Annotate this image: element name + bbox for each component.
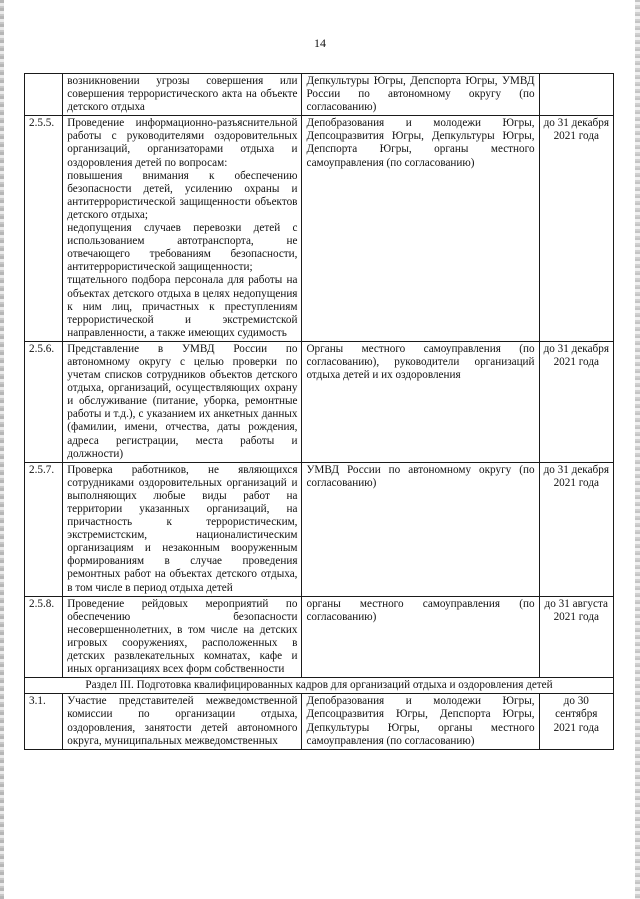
table-row — [25, 74, 614, 116]
measure-description: Проверка работников, не являющихся сотрудниками оздоровительных организаций и выполняющих любые виды работ на территории указанных организаций, на причастность к террористическим, экстремистским, националистическим организациям и незаконным вооруженным формированиям в случае проведения ремонтных работ на объектах детского отдыха, в том числе в период отдыха детей — [63, 462, 302, 596]
row-number: 2.5.6. — [25, 341, 63, 462]
section-title: Раздел III. Подготовка квалифицированных кадров для организаций отдыха и оздоровления детей — [25, 678, 614, 694]
description-paragraph: тщательного подбора персонала для работы на объектах детского отдыха в целях недопущения к ним лиц, причастных к преступлениям террористической и экстремистской направленности, а также имеющих судимость — [67, 274, 298, 339]
responsible-executors: Органы местного самоуправления (по согласованию), руководители организаций отдыха детей и их оздоровления — [302, 341, 539, 462]
description-paragraph: недопущения случаев перевозки детей с использованием автотранспорта, не отвечающего требованиям безопасности, антитеррористической защищенности; — [67, 222, 298, 274]
table-row — [25, 462, 614, 596]
section-header-row — [25, 678, 614, 694]
responsible-executors: органы местного самоуправления (по согласованию) — [302, 596, 539, 678]
row-number — [25, 74, 63, 116]
responsible-executors: Депкультуры Югры, Депспорта Югры, УМВД России по автономному округу (по согласованию) — [302, 74, 539, 116]
row-number: 2.5.7. — [25, 462, 63, 596]
table-row — [25, 116, 614, 342]
responsible-executors: УМВД России по автономному округу (по согласованию) — [302, 462, 539, 596]
measure-description — [63, 116, 302, 342]
measure-description: Проведение рейдовых мероприятий по обеспечению безопасности несовершеннолетних, в том числе на детских игровых сооружениях, расположенных в детских развлекательных комнатах, кафе и иных организациях всех форм собственности — [63, 596, 302, 678]
table-row — [25, 694, 614, 749]
deadline: до 31 августа 2021 года — [539, 596, 613, 678]
responsible-executors: Депобразования и молодежи Югры, Депсоцразвития Югры, Депспорта Югры, Депкультуры Югры, органы местного самоуправления (по согласованию) — [302, 694, 539, 749]
measure-description: возникновении угрозы совершения или совершения террористического акта на объекте детского отдыха — [63, 74, 302, 116]
row-number: 2.5.8. — [25, 596, 63, 678]
deadline — [539, 74, 613, 116]
page-number: 14 — [314, 36, 326, 50]
description-paragraph: повышения внимания к обеспечению безопасности детей, усилению охраны и антитеррористической защищенности объектов детского отдыха; — [67, 169, 298, 221]
measure-description: Представление в УМВД России по автономному округу с целью проверки по учетам списков сотрудников объектов детского отдыха, организаций, осуществляющих охрану и обслуживание (питание, уборка, ремонтные работы и т.д.), с указанием их анкетных данных (фамилии, имени, отчества, даты рождения, адреса регистрации, места работы и должности) — [63, 341, 302, 462]
responsible-executors: Депобразования и молодежи Югры, Депсоцразвития Югры, Депкультуры Югры, Депспорта Югры, органы местного самоуправления (по согласованию) — [302, 116, 539, 342]
table-row — [25, 596, 614, 678]
measure-description: Участие представителей межведомственной комиссии по организации отдыха, оздоровления, занятости детей автономного округа, муниципальных межведомственных — [63, 694, 302, 749]
deadline: до 30 сентября 2021 года — [539, 694, 613, 749]
description-paragraph: Проведение информационно-разъяснительной работы с руководителями оздоровительных организаций, организаторами отдыха и оздоровления детей по вопросам: — [67, 117, 298, 169]
scan-edge-left — [0, 0, 4, 899]
scan-edge-right — [635, 0, 640, 899]
table-row — [25, 341, 614, 462]
row-number: 3.1. — [25, 694, 63, 749]
deadline: до 31 декабря 2021 года — [539, 341, 613, 462]
deadline: до 31 декабря 2021 года — [539, 116, 613, 342]
deadline: до 31 декабря 2021 года — [539, 462, 613, 596]
measures-table — [24, 73, 614, 750]
row-number: 2.5.5. — [25, 116, 63, 342]
